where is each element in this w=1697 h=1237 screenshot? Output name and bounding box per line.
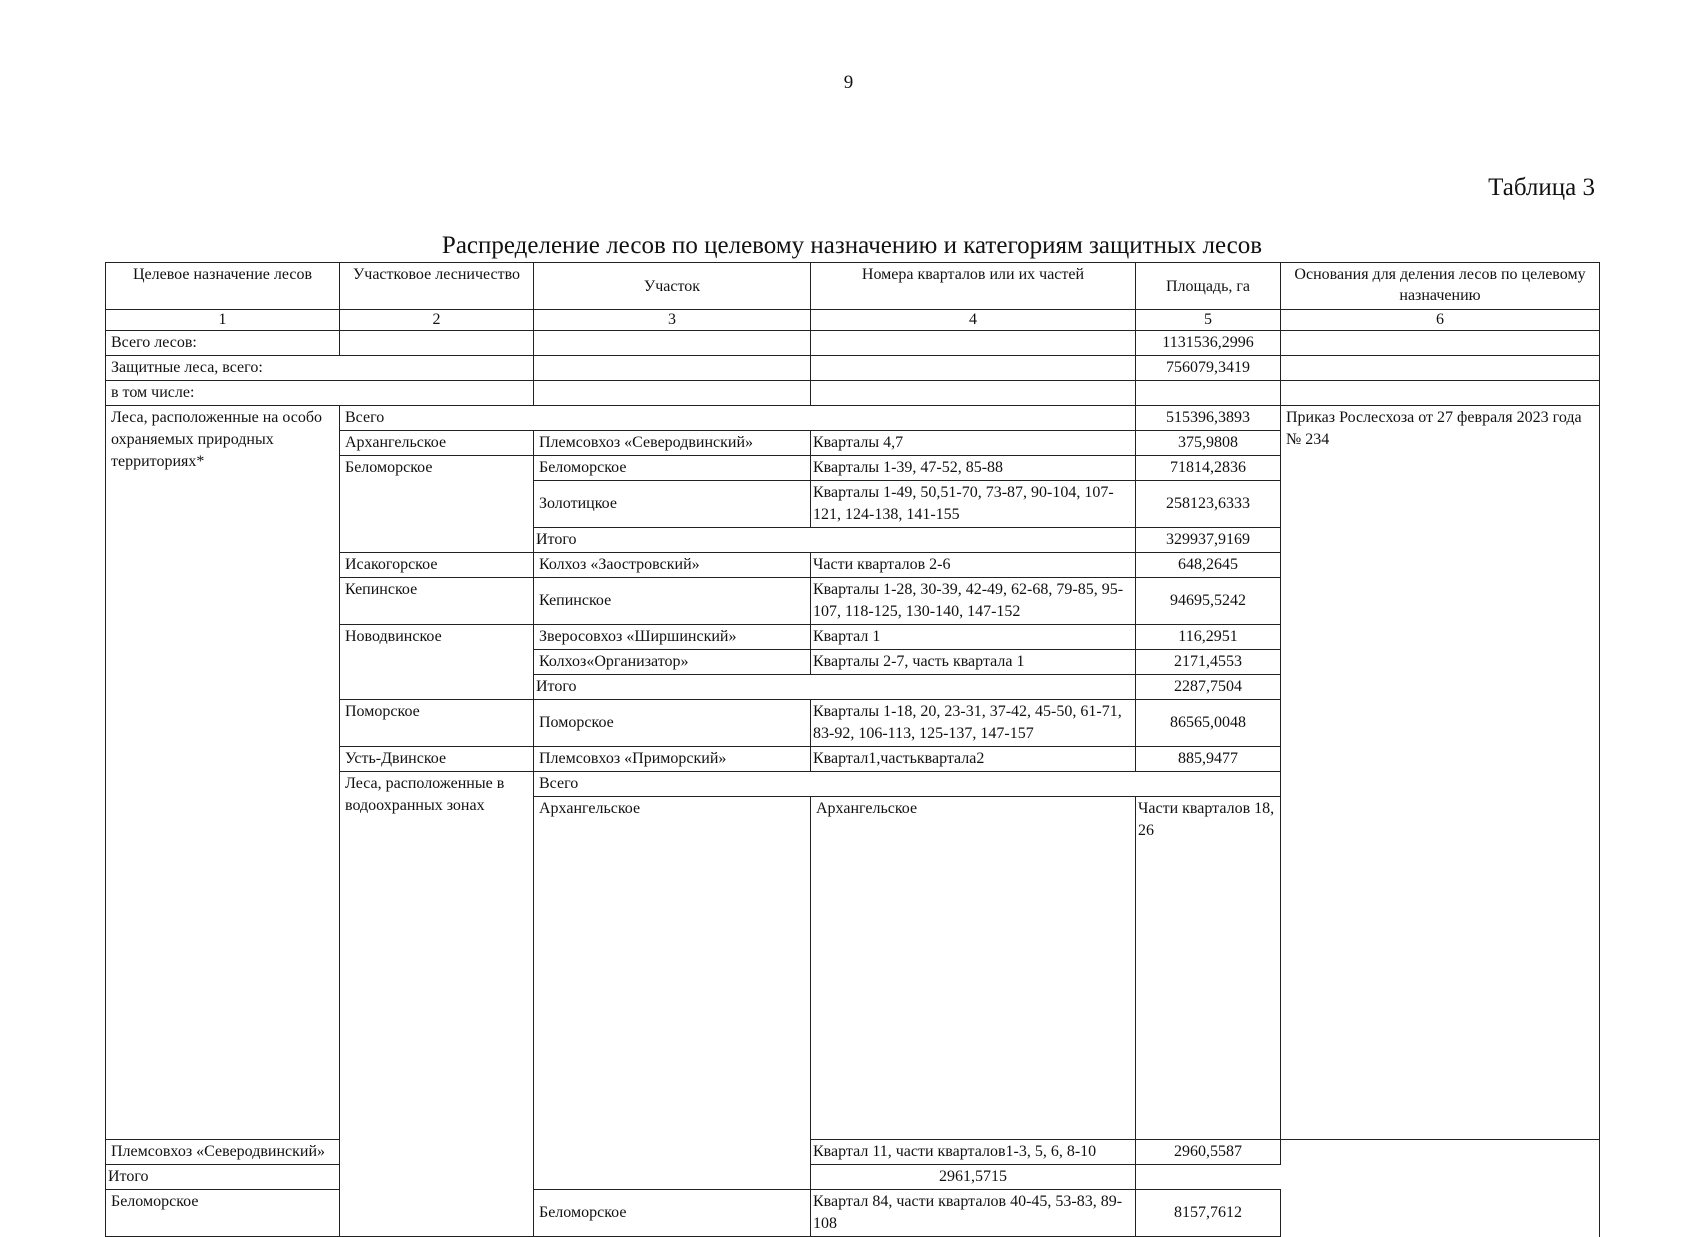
- site-name: Колхоз «Заостровский»: [534, 553, 811, 578]
- protective-total-area: 756079,3419: [1136, 356, 1281, 381]
- header-site: Участок: [534, 263, 811, 310]
- page-number: 9: [843, 72, 854, 93]
- column-number: 1: [106, 310, 340, 331]
- oopt-total-area: 515396,3893: [1136, 406, 1281, 431]
- area: 8157,7612: [1136, 1190, 1281, 1237]
- site-name: Поморское: [534, 700, 811, 747]
- column-number: 2: [340, 310, 534, 331]
- quarters: Части кварталов 2-6: [811, 553, 1136, 578]
- site-name: Колхоз«Организатор»: [534, 650, 811, 675]
- forestry-name: Беломорское: [340, 456, 534, 553]
- site-name: Беломорское: [534, 456, 811, 481]
- column-number: 6: [1281, 310, 1600, 331]
- quarters: Квартал 1: [811, 625, 1136, 650]
- subtotal-label: Итого: [534, 675, 1136, 700]
- area: 71814,2836: [1136, 456, 1281, 481]
- column-number: 5: [1136, 310, 1281, 331]
- header-area: Площадь, га: [1136, 263, 1281, 310]
- water-total-label: Всего: [534, 772, 1281, 797]
- site-name: Зверосовхоз «Ширшинский»: [534, 625, 811, 650]
- including-label: в том числе:: [106, 381, 534, 406]
- table-row-including: [106, 381, 1600, 406]
- subtotal-label: Итого: [534, 528, 1136, 553]
- subtotal-area: 2287,7504: [1136, 675, 1281, 700]
- empty-cell: [811, 331, 1136, 356]
- empty-cell: [1281, 331, 1600, 356]
- forestry-name: Усть-Двинское: [340, 747, 534, 772]
- header-quarters: Номера кварталов или их частей: [811, 263, 1136, 310]
- empty-cell: [811, 356, 1136, 381]
- table-row: [106, 1190, 1600, 1237]
- forestry-name: Беломорское: [106, 1190, 340, 1237]
- area: 375,9808: [1136, 431, 1281, 456]
- area: 258123,6333: [1136, 481, 1281, 528]
- oopt-total-label: Всего: [340, 406, 1136, 431]
- quarters: Кварталы 2-7, часть квартала 1: [811, 650, 1136, 675]
- table-row-subtotal: [106, 1165, 1600, 1190]
- area: 86565,0048: [1136, 700, 1281, 747]
- site-name: Племсовхоз «Северодвинский»: [534, 431, 811, 456]
- header-purpose: Целевое назначение лесов: [106, 263, 340, 310]
- empty-cell: [340, 331, 534, 356]
- quarters: Кварталы 4,7: [811, 431, 1136, 456]
- forestry-name: Архангельское: [340, 431, 534, 456]
- forestry-name: Поморское: [340, 700, 534, 747]
- site-name: Золотицкое: [534, 481, 811, 528]
- empty-cell: [811, 381, 1136, 406]
- total-forests-label: Всего лесов:: [106, 331, 340, 356]
- quarters: Кварталы 1-49, 50,51-70, 73-87, 90-104, 107-121, 124-138, 141-155: [811, 481, 1136, 528]
- quarters: Кварталы 1-18, 20, 23-31, 37-42, 45-50, 61-71, 83-92, 106-113, 125-137, 147-157: [811, 700, 1136, 747]
- quarters: Квартал 84, части кварталов 40-45, 53-83, 89-108: [811, 1190, 1136, 1237]
- area: 116,2951: [1136, 625, 1281, 650]
- column-number-row: [106, 310, 1600, 331]
- empty-cell: [534, 331, 811, 356]
- oopt-basis: Приказ Рослесхоза от 27 февраля 2023 года № 234: [1281, 406, 1600, 1140]
- empty-cell: [534, 381, 811, 406]
- table-title: Распределение лесов по целевому назначению и категориям защитных лесов: [441, 232, 1263, 259]
- site-name: Архангельское: [811, 797, 1136, 1140]
- oopt-purpose: Леса, расположенные на особо охраняемых природных территориях*: [106, 406, 340, 1140]
- quarters: Части кварталов 18, 26: [1136, 797, 1281, 1140]
- empty-cell: [1281, 381, 1600, 406]
- table-header-row: [106, 263, 1600, 310]
- protective-total-label: Защитные леса, всего:: [106, 356, 534, 381]
- empty-cell: [534, 356, 811, 381]
- forestry-name: Новодвинское: [340, 625, 534, 700]
- area: 648,2645: [1136, 553, 1281, 578]
- site-name: Кепинское: [534, 578, 811, 625]
- quarters: Кварталы 1-39, 47-52, 85-88: [811, 456, 1136, 481]
- header-forestry: Участковое лесничество: [340, 263, 534, 310]
- column-number: 4: [811, 310, 1136, 331]
- column-number: 3: [534, 310, 811, 331]
- forest-distribution-table: [105, 262, 1600, 1237]
- site-name: Племсовхоз «Северодвинский»: [106, 1140, 340, 1165]
- table-row-total-forests: [106, 331, 1600, 356]
- quarters: Кварталы 1-28, 30-39, 42-49, 62-68, 79-85, 95-107, 118-125, 130-140, 147-152: [811, 578, 1136, 625]
- subtotal-label: Итого: [106, 1165, 534, 1190]
- area: 94695,5242: [1136, 578, 1281, 625]
- quarters: Квартал1,частьквартала2: [811, 747, 1136, 772]
- table-caption: Таблица 3: [1488, 174, 1595, 201]
- subtotal-area: 2961,5715: [811, 1165, 1136, 1190]
- table-row-protective-total: [106, 356, 1600, 381]
- empty-cell: [1136, 381, 1281, 406]
- forestry-name: Кепинское: [340, 578, 534, 625]
- header-basis: Основания для деления лесов по целевому назначению: [1281, 263, 1600, 310]
- forestry-name: Архангельское: [534, 797, 811, 1190]
- table-row: [106, 1140, 1600, 1165]
- empty-cell: [1281, 356, 1600, 381]
- total-forests-area: 1131536,2996: [1136, 331, 1281, 356]
- site-name: Беломорское: [534, 1190, 811, 1237]
- area: 2960,5587: [1136, 1140, 1281, 1165]
- subtotal-area: 329937,9169: [1136, 528, 1281, 553]
- site-name: Племсовхоз «Приморский»: [534, 747, 811, 772]
- quarters: Квартал 11, части кварталов1-3, 5, 6, 8-10: [811, 1140, 1136, 1165]
- table-row-oopt-total: [106, 406, 1600, 431]
- area: 2171,4553: [1136, 650, 1281, 675]
- area: 885,9477: [1136, 747, 1281, 772]
- water-purpose: Леса, расположенные в водоохранных зонах: [340, 772, 534, 1237]
- forestry-name: Исакогорское: [340, 553, 534, 578]
